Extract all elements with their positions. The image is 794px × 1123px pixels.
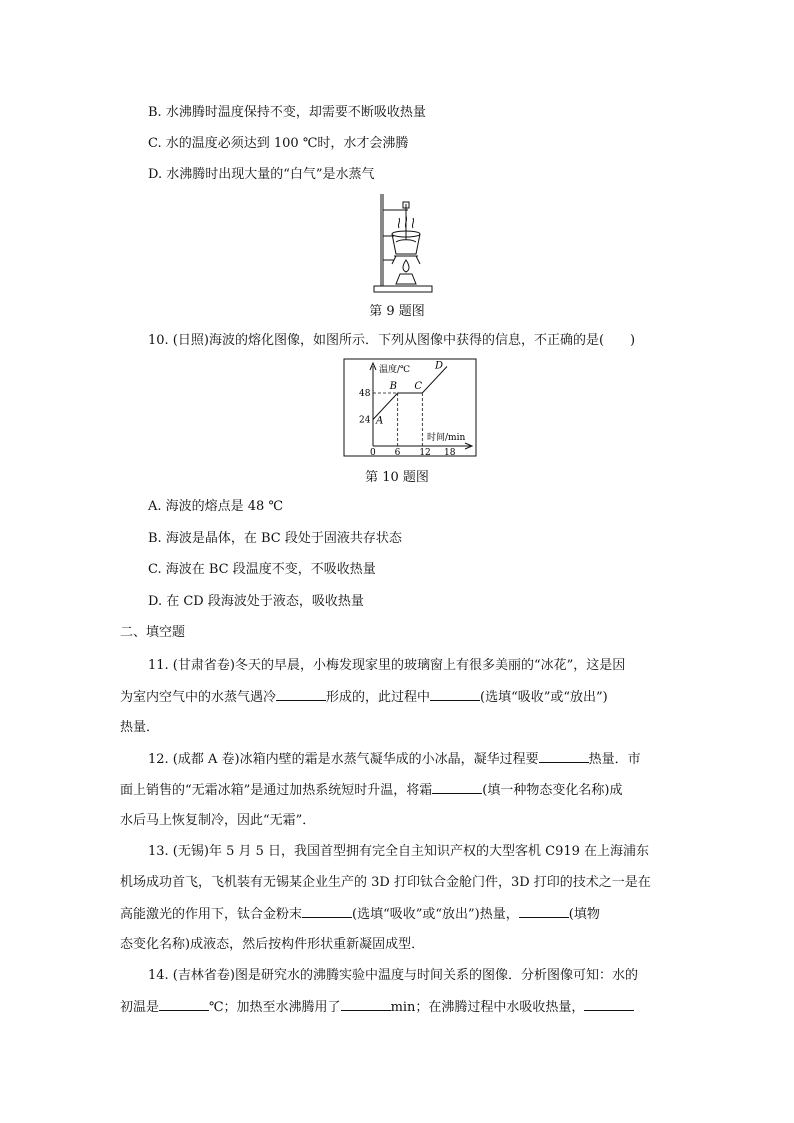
q13-line-2: 机场成功首飞，飞机装有无锡某企业生产的 3D 打印钛合金舱门件，3D 打印的技术之一是在 bbox=[120, 875, 651, 890]
q10-option-c: C. 海波在 BC 段温度不变，不吸收热量 bbox=[148, 562, 376, 577]
q12-line-1: 12. (成都 A 卷)冰箱内壁的霜是水蒸气凝华成的小冰晶，凝华过程要 热量．市 bbox=[148, 752, 641, 767]
q11-line-1: 11. (甘肃省卷)冬天的早晨，小梅发现家里的玻璃窗上有很多美丽的“冰花”，这是因 bbox=[148, 658, 626, 673]
q14-blank-2[interactable] bbox=[341, 998, 391, 1011]
q10-option-a: A. 海波的熔点是 48 ℃ bbox=[148, 499, 284, 514]
q11-blank-2[interactable] bbox=[430, 688, 480, 701]
fig9-apparatus-image bbox=[372, 190, 436, 294]
q9-option-b: B. 水沸腾时温度保持不变，却需要不断吸收热量 bbox=[148, 105, 426, 120]
section-heading: 二、填空题 bbox=[120, 625, 186, 640]
chart-y-tick-24: 24 bbox=[359, 415, 371, 426]
q9-option-c: C. 水的温度必须达到 100 ℃时，水才会沸腾 bbox=[148, 136, 409, 151]
q11-line-3: 热量． bbox=[120, 720, 160, 735]
chart-y-tick-48: 48 bbox=[359, 389, 371, 399]
q13-blank-1[interactable] bbox=[302, 905, 352, 918]
q14-line-2: 初温是 ℃；加热至水沸腾用了 min；在沸腾过程中水吸收热量， bbox=[120, 998, 634, 1017]
q10-option-d: D. 在 CD 段海波处于液态，吸收热量 bbox=[148, 594, 364, 609]
chart-y-label: 温度/℃ bbox=[379, 365, 411, 375]
chart-point-label-C: C bbox=[414, 381, 422, 392]
q12-blank-2[interactable] bbox=[432, 781, 482, 794]
chart-point-label-A: A bbox=[376, 415, 384, 427]
q9-option-d: D. 水沸腾时出现大量的“白气”是水蒸气 bbox=[148, 167, 375, 182]
chart-x-tick-6: 6 bbox=[394, 448, 401, 458]
q12-line-2: 面上销售的“无霜冰箱”是通过加热系统短时升温，将霜 (填一种物态变化名称)成 bbox=[120, 783, 623, 798]
q13-line-4: 态变化名称)成液态，然后按构件形状重新凝固成型． bbox=[120, 937, 425, 952]
chart-x-label: 时间/min bbox=[427, 433, 466, 443]
chart-point-label-D: D bbox=[435, 360, 444, 372]
chart-x-tick-12: 12 bbox=[419, 448, 431, 458]
q13-line-3: 高能激光的作用下，钛合金粉末 (选填“吸收”或“放出”)热量， (填物 bbox=[120, 907, 600, 922]
chart-point-label-B: B bbox=[389, 381, 398, 392]
chart-x-tick-0: 0 bbox=[370, 448, 376, 458]
fig10-melting-chart bbox=[343, 358, 477, 458]
q10-stem: 10. (日照)海波的熔化图像，如图所示．下列从图像中获得的信息，不正确的是( ) bbox=[148, 333, 636, 348]
q10-option-b: B. 海波是晶体，在 BC 段处于固液共存状态 bbox=[148, 531, 402, 546]
fig10-caption: 第 10 题图 bbox=[365, 470, 429, 485]
q11-line-2: 为室内空气中的水蒸气遇冷 形成的，此过程中 (选填“吸收”或“放出”) bbox=[120, 690, 608, 705]
q13-line-1: 13. (无锡)年 5 月 5 日，我国首型拥有完全自主知识产权的大型客机 C919 在上海浦东 bbox=[148, 844, 650, 859]
q14-blank-3[interactable] bbox=[584, 998, 634, 1011]
fig9-caption: 第 9 题图 bbox=[369, 304, 425, 319]
q14-blank-1[interactable] bbox=[159, 998, 209, 1011]
q12-blank-1[interactable] bbox=[539, 750, 589, 763]
q11-blank-1[interactable] bbox=[276, 688, 326, 701]
q14-line-1: 14. (吉林省卷)图是研究水的沸腾实验中温度与时间关系的图像．分析图像可知：水的 bbox=[148, 968, 638, 983]
q13-blank-2[interactable] bbox=[519, 905, 569, 918]
q12-line-3: 水后马上恢复制冷，因此“无霜”． bbox=[120, 813, 316, 828]
chart-x-tick-18: 18 bbox=[444, 448, 456, 458]
